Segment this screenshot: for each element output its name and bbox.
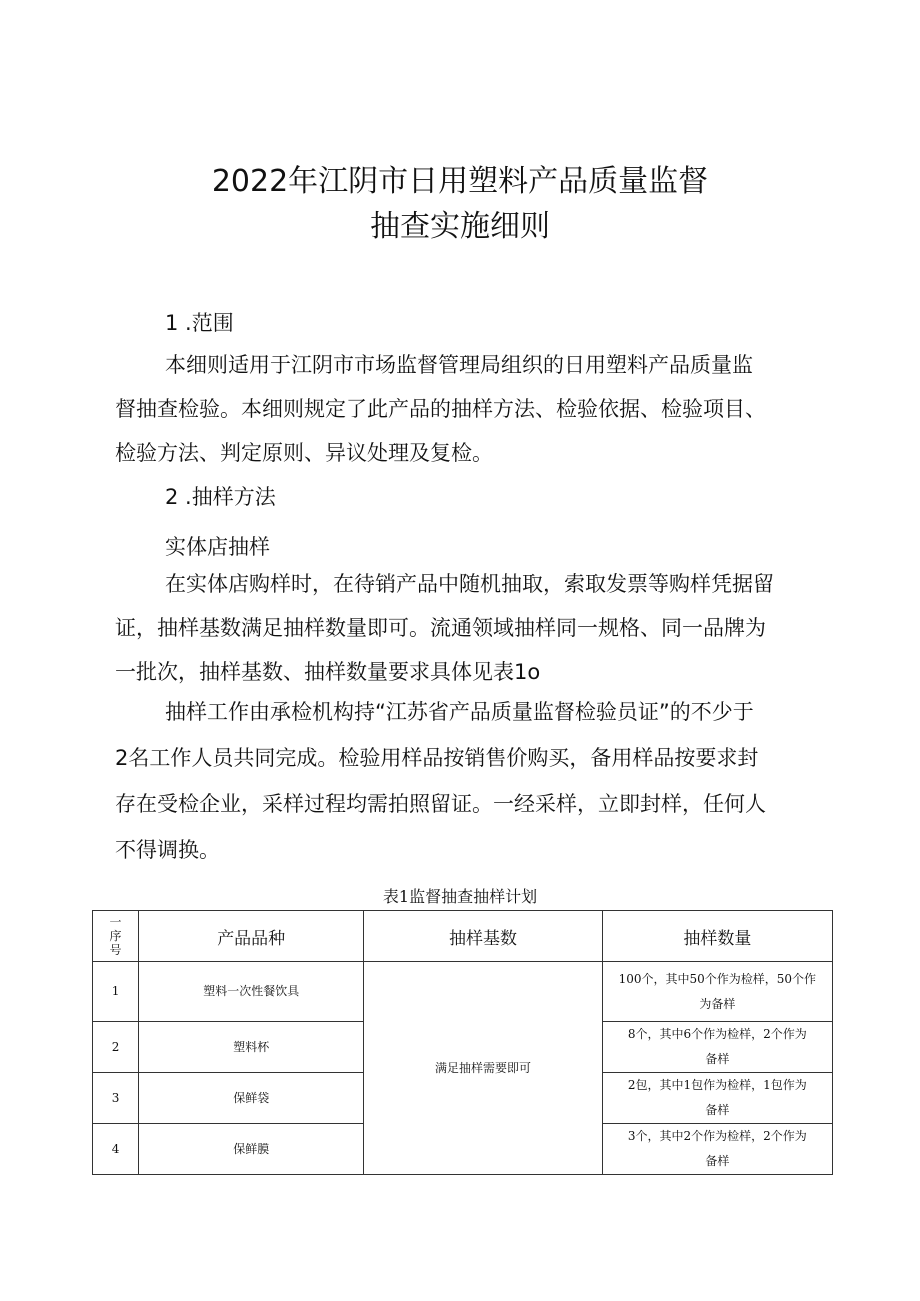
row-product-name: 塑料一次性餐饮具 [139,962,364,1022]
quantity-line-1: 2包，其中1包作为检样，1包作为 [627,1078,807,1092]
header-sampling-base: 抽样基数 [364,911,602,962]
row-product-name: 保鲜袋 [139,1073,364,1124]
row-sampling-quantity [602,1073,832,1124]
quantity-line-2: 备样 [705,1103,730,1117]
paragraph-line: 在实体店购样时，在待销产品中随机抽取，索取发票等购样凭据留 [165,572,774,596]
row-product-name: 保鲜膜 [139,1124,364,1175]
row-product-name: 塑料杯 [139,1022,364,1073]
paragraph-line: 2名工作人员共同完成。检验用样品按销售价购买，备用样品按要求封 [115,746,759,770]
row-number: 1 [93,962,139,1022]
paragraph-line: 存在受检企业，采样过程均需拍照留证。一经采样，立即封样，任何人 [115,792,766,816]
header-serial-number [93,911,139,962]
header-serial-label-1: 序 [109,929,122,943]
row-sampling-quantity [602,1124,832,1175]
table-caption: 表1监督抽查抽样计划 [382,887,538,906]
paragraph-line: 抽样工作由承检机构持“江苏省产品质量监督检验员证”的不少于 [165,700,754,724]
quantity-line-1: 8个，其中6个作为检样，2个作为 [627,1027,807,1041]
quantity-line-2: 备样 [705,1052,730,1066]
paragraph-line: 督抽查检验。本细则规定了此产品的抽样方法、检验依据、检验项目、 [115,397,766,421]
document-title-line-1: 2022年江阴市日用塑料产品质量监督 [211,164,709,199]
section-2-subheading: 实体店抽样 [165,535,270,559]
paragraph-line: 一批次，抽样基数、抽样数量要求具体见表1o [115,660,541,684]
row-sampling-quantity [602,1022,832,1073]
table-header-row [93,911,833,962]
section-2-heading: 2 .抽样方法 [165,485,276,509]
sampling-plan-table [92,910,833,1175]
section-1-heading: 1 .范围 [165,311,234,335]
row-sampling-base: 满足抽样需要即可 [364,962,602,1175]
row-number: 4 [93,1124,139,1175]
row-number: 3 [93,1073,139,1124]
paragraph-line: 不得调换。 [115,838,220,862]
paragraph-line: 本细则适用于江阴市市场监督管理局组织的日用塑料产品质量监 [165,353,753,377]
table-row [93,962,833,1022]
header-serial-label-2: 号 [109,943,122,957]
quantity-line-1: 100个，其中50个作为检样，50个作 [618,971,817,986]
paragraph-line: 检验方法、判定原则、异议处理及复检。 [115,441,493,465]
row-number: 2 [93,1022,139,1073]
paragraph-line: 证，抽样基数满足抽样数量即可。流通领域抽样同一规格、同一品牌为 [115,616,766,640]
header-product-type: 产品品种 [139,911,364,962]
row-sampling-quantity [602,962,832,1022]
document-title-line-2: 抽查实施细则 [370,209,550,244]
header-sampling-quantity: 抽样数量 [602,911,832,962]
quantity-line-1: 3个，其中2个作为检样，2个作为 [627,1129,807,1143]
quantity-line-2: 备样 [705,1154,730,1168]
quantity-line-2: 为备样 [699,996,736,1011]
header-serial-dash: 一 [109,915,122,929]
